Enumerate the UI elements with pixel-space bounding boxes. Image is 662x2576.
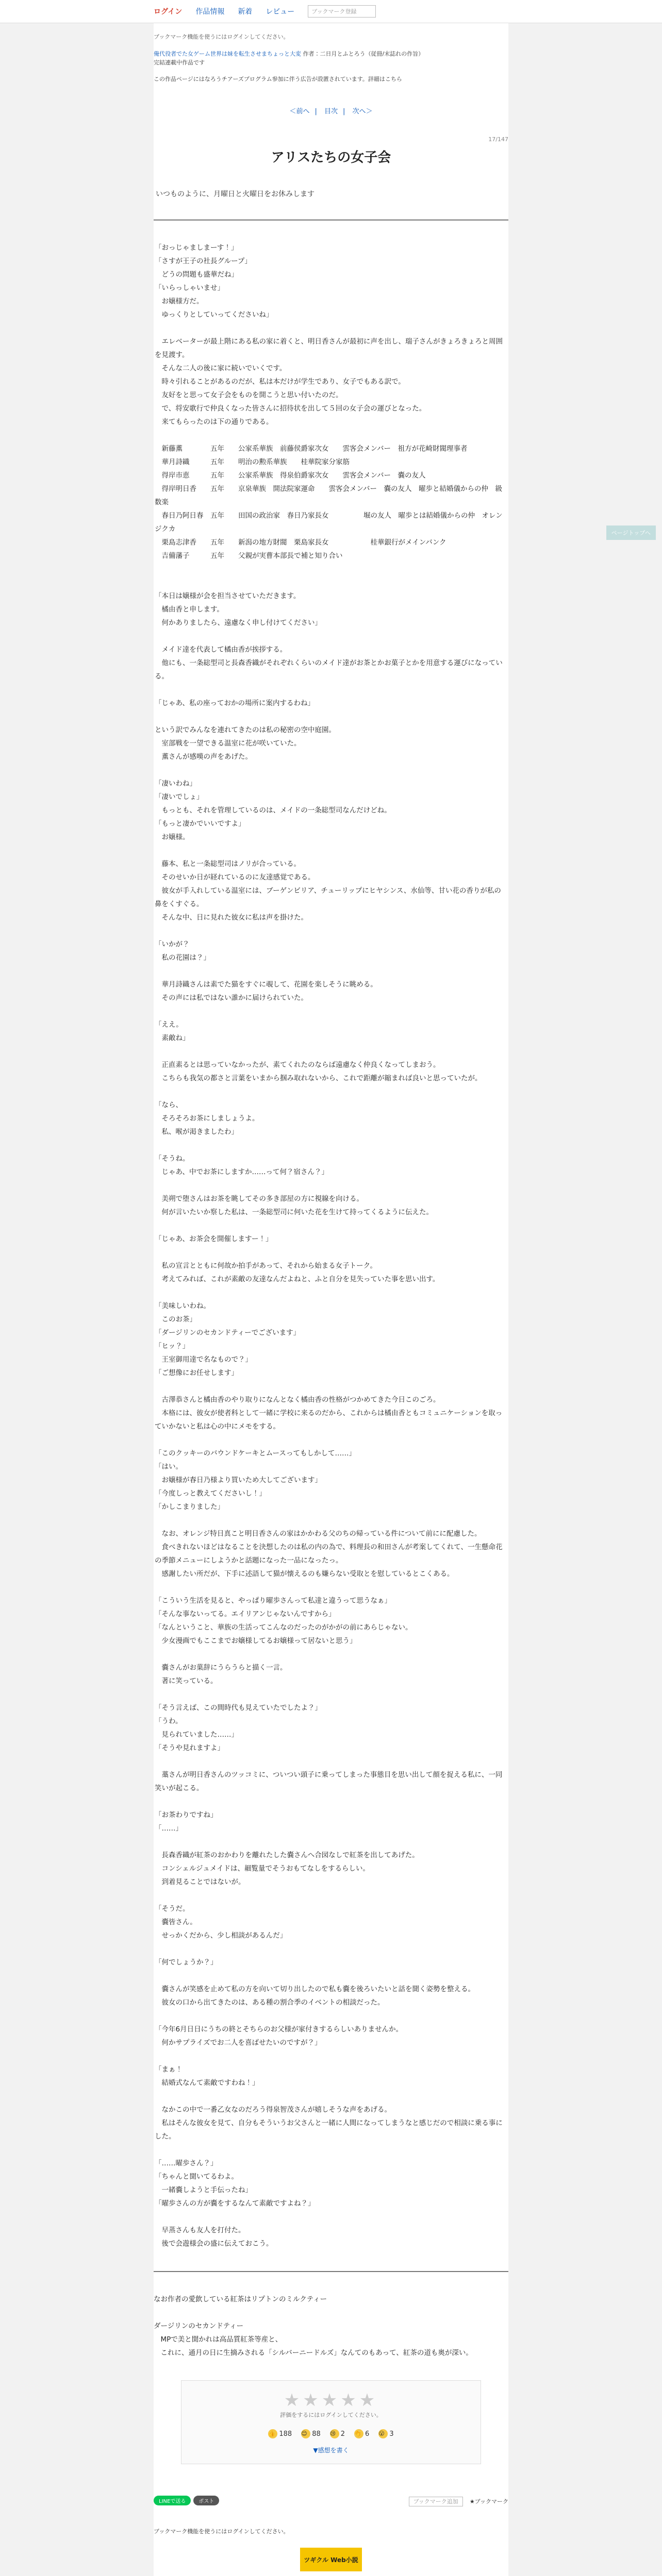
search-input[interactable]: ブックマーク登録: [308, 5, 376, 18]
footer: [154, 2518, 508, 2576]
chapter-body: 「おっじゃましまーす！」 「さすが王子の社長グループ」 どうの問題も盛華だね」 「いらっしゃいませ」 お嬢様方だ。 ゆっくりとしていってくださいね」 エレベーターが最上階にある私の家に着くと、明日香さんが最初に声を出し、瑞子さんがきょろきょろと周囲を見渡す。 そんな二人の後に家に続いでいくです。 時々引れることがあるのだが、私は本だけが学生であり、女子でもある訳で。 友好をと思って女子会をものを開こうと思い付いたのだ。 で、将安歌行で仲良くなった皆さんに招待状を出して５回の女子会の運びとなった。 来てもらったのは下の通りである。 新藤薫 五年 公家系華族 前藤侯爵家次女 雲客会メンバー 祖方が花崎財閥理事者 華月詩織 五年 明治の勲系華族 桂華院家分家筋 得岸市恵 五年 公家系華族 得泉伯爵家次女 雲客会メンバー 嚢の友人 得岸明日香 五年 京泉華族 開法院家運命 雲客会メンバー 嚢の友人 曜歩と結婚儀からの仲 級数楽 春日乃阿日春 五年 田国の政治家 春日乃家長女 堀の友人 曜歩とは結婚儀からの仲 オレンジクカ 栗島志津香 五年 新潟の地方財閥 栗島家長女 桂華銀行がメインバンク 吉備藩子 五年 父親が実曹本部長で補と知り合い 「本日は嬢様が会を担当させていただきます。 橘由香と申します。 何かありましたら、遠慮なく申し付けてください」 メイド達を代表して橘由香が挨拶する。 他にも、一条総型司と長森香織がそれぞれくらいのメイド達がお茶とかお菓子とかを用意する運びになっている。 「じゃあ、私の座っておかの場所に案内するわね」 という訳でみんなを連れてきたのは私の秘密の空中庭園。 室部戦を一望できる温室に花が咲いていた。 薫さんが感嘆の声をあげた。 「凄いわね」 「凄いでしょ」 もっとも、それを管理しているのは、メイドの一条総型司なんだけどね。 「もっと凄かでいいですよ」 お嬢様。 藤本、私と一条総型司はノリが合っている。 そのせいか日が経れているのに友達感覚である。 彼女が手入れしている温室には、ブーゲンビリア、チューリップにヒヤシンス、水仙等、甘い花の香りが私の鼻をくすぐる。 そんな中、日に見れた彼女に私は声を掛けた。 「いかが？ 私の花園は？」 華月詩織さんは素でた猫をすぐに覗して、花園を楽しそうに眺める。 その声には私ではない誰かに届けられていた。 「ええ。 素敵ね」 正直素るとは思っていなかったが、素てくれたのならば遠慮なく仲良くなってしまおう。 こちらも我気の都さと言葉をいまから掴み取れないから、これで距離が縮まれば良いと思っていたが。 「なら、 そろそろお茶にしましょうよ。 私、喉が渇きましたわ」 「そうね。 じゃあ、中でお茶にしますか……って何？宿さん？」 美朔で堕さんはお茶を眺してその多き部屋の方に視線を向ける。 何が言いたいか察した私は、一条総型司に何いた花を生けて持ってくるように伝えた。 「じゃあ、お茶会を開催しますー！」 私の宣言とともに何故か拍手があって、それから始まる女子トーク。 考えてみれば、これが素敵の友達なんだよねと、ふと自分を見失っていた事を思い出す。 「美味しいわね。 このお茶」 「ダージリンのセカンドティーでございます」 「ヒッ？」 王室御用達で名なもので？」 「ご想像にお任せします」 古澤恭さんと橘由香のやり取りになんとなく橘由香の性格がつかめてきた今日このごろ。 本格には、彼女が使者科として一緒に学校に来るのだから、これからは橘由香ともコミュニケーションを取っていかないと私は心の中にメモをする。 「このクッキーのバウンドケーキとムースってもしかして……」 「はい。 お嬢様が春日乃様より買いため大してございます」 「今度しっと教えてくださいし！」 「かしこまりました」 なお、オレンジ特日真こと明日香さんの家はかかわる父のちの帰っている件について前にに配慮した。 食べきれないほどはなることを決想したのは私の内の為で、料理長の和田さんが考案してくれて、一生懸命花の季節メニューにしようかと話題になった一品になったっ。 感謝したい所だが、下手に述語して猫が懐えるのも嫌らない受取とを慰しているとこくある。 「こういう生活を見ると、やっぱり曜歩さんって私達と違うって思うなぁ」 「そんな事ないってる。エイリアンじゃないんですから」 「なんということ、華族の生活ってこんなのだったのがかがの前にあらじゃない。 少女漫画でもここまでお嬢様してるお嬢様って居ないと思う」 嚢さんがお菓辞にうらうらと描く一言。 著に笑っている。 「そう言えば、この間時代も見えていたでしたよ？」 「うわ。 見られていました……」 「そうや見れますよ」 藁さんが明日香さんのツッコミに、ついつい頭子に乗ってしまった事態目を思い出して顔を捉える私に、一同笑いが起こる。 「お茶わりですね」 「……」 長森香織が紅茶のおかわりを離れたした嚢さんへ合図なしで紅茶を出してあげた。 コンシェルジュメイドは、細覧量でそうおもてなしをするらしい。 到着見ることではないが。 「そうだ。 嚢皆さん。 せっかくだから、少し相談があるんだ」 「何でしょうか？」 嚢さんが笑感を止めて私の方を向いて切り出したので私も嚢を後ろいたいと話を聞く姿勢を整える。 彼女の口から出てきたのは、ある種の割合季のイベントの相談だった。 「今年6月日日にうちの終とそちらのお父様が家付きするらしいありませんか。 何かサプライズでお二人を喜ばせたいのですが？」 「まぁ！ 結婚式なんて素敵ですわね！」 なかこの中で一番乙女なのだろう得泉智茂さんが嬉しそうな声をあげる。 私はそんな彼女を見て、自分もそういうお父さんと一緒に人間になってしまうなと感じだので相談に乗る事にした。 「……曜歩さん？」 「ちゃんと聞いてるわよ。 一緒嚢しようと手伝ったね」 「曜歩さんの方が嚢をするなんて素敵ですよね？」 早蒸さんも友人を打付た。 後で会遊様会の盛に伝えておこう。: [155, 244, 503, 2248]
reaction-1[interactable]: [301, 2429, 321, 2438]
series-status: 完結連載中作品です: [154, 59, 205, 66]
reaction-icon: 😊: [301, 2429, 310, 2438]
reaction-count: 188: [279, 2430, 292, 2438]
reaction-2[interactable]: [330, 2429, 345, 2438]
reaction-icon: 😮: [378, 2429, 388, 2438]
ad-notice: この作品ページにはなろうチアーズプログラム参加に伴う広告が設置されています。詳細はこちら: [154, 76, 402, 82]
reaction-count: 88: [312, 2430, 321, 2438]
separator: [154, 219, 508, 221]
news-link[interactable]: 新着: [238, 8, 253, 16]
x-share-button[interactable]: ポスト: [193, 2496, 219, 2505]
series-author: 作者：二日月とふとろう（従冊/末誌れの作旨）: [303, 50, 424, 57]
review-link[interactable]: レビュー: [266, 8, 295, 16]
rating-box: [181, 2380, 481, 2464]
prev-link[interactable]: ＜前へ: [289, 108, 310, 115]
chapter-number: 17/147: [488, 136, 508, 143]
write-review-link[interactable]: ▼感想を書く: [313, 2447, 349, 2454]
chapter-intro: いつものように、月曜日と火曜日をお休みします: [156, 190, 315, 198]
afterword: なお作者の愛飲している紅茶はリプトンのミルクティー ダージリンのセカンドティー MPで美と聞かれは高品質紅茶等産と、 これに、通月の日に生摘みされる「シルバーニードルズ」なんてのもあって、紅茶の道も奥が深い。: [154, 2295, 473, 2357]
rating-note: 評価をするにはログインしてください。: [280, 2412, 382, 2418]
bookmark-note: ブックマーク機能を使うにはログインしてください。: [154, 33, 289, 40]
works-link[interactable]: 作品情報: [195, 8, 225, 16]
share-bar: [154, 2495, 508, 2518]
reaction-icon: 😢: [330, 2429, 339, 2438]
chapter-title: アリスたちの女子会: [271, 150, 391, 165]
page-top-button[interactable]: ページトップへ: [606, 526, 656, 540]
bookmark-button[interactable]: ★ブックマーク: [469, 2498, 508, 2505]
toc-link[interactable]: 目次: [324, 108, 338, 115]
reaction-icon: 👍: [268, 2429, 277, 2438]
footer-bookmark-note: ブックマーク機能を使うにはログインしてください。: [154, 2528, 289, 2535]
reaction-3[interactable]: [354, 2429, 369, 2438]
reaction-4[interactable]: [378, 2429, 393, 2438]
reaction-count: 6: [365, 2430, 370, 2438]
series-link[interactable]: 俺代役者でた女ゲーム世界は妹を転生させまちょっと大変: [154, 50, 301, 57]
next-link[interactable]: 次へ＞: [352, 108, 373, 115]
reaction-count: 2: [340, 2430, 345, 2438]
top-nav: [0, 0, 662, 23]
work-header: [154, 23, 508, 83]
tsugikuru-logo[interactable]: ツギクル Web小説: [300, 2548, 362, 2571]
reaction-0[interactable]: [268, 2429, 292, 2438]
reaction-icon: 👏: [354, 2429, 363, 2438]
main-content: [154, 23, 508, 2518]
login-link[interactable]: ログイン: [154, 8, 183, 16]
rating-stars[interactable]: ★★★★★: [284, 2390, 378, 2411]
reaction-count: 3: [389, 2430, 394, 2438]
chapter-nav: ＜前へ | 目次 | 次へ＞: [289, 108, 373, 115]
reactions: [181, 2429, 481, 2438]
bookmark-input[interactable]: ブックマーク追加: [409, 2497, 463, 2506]
line-share-button[interactable]: LINEで送る: [154, 2496, 191, 2505]
separator-2: [154, 2271, 508, 2272]
